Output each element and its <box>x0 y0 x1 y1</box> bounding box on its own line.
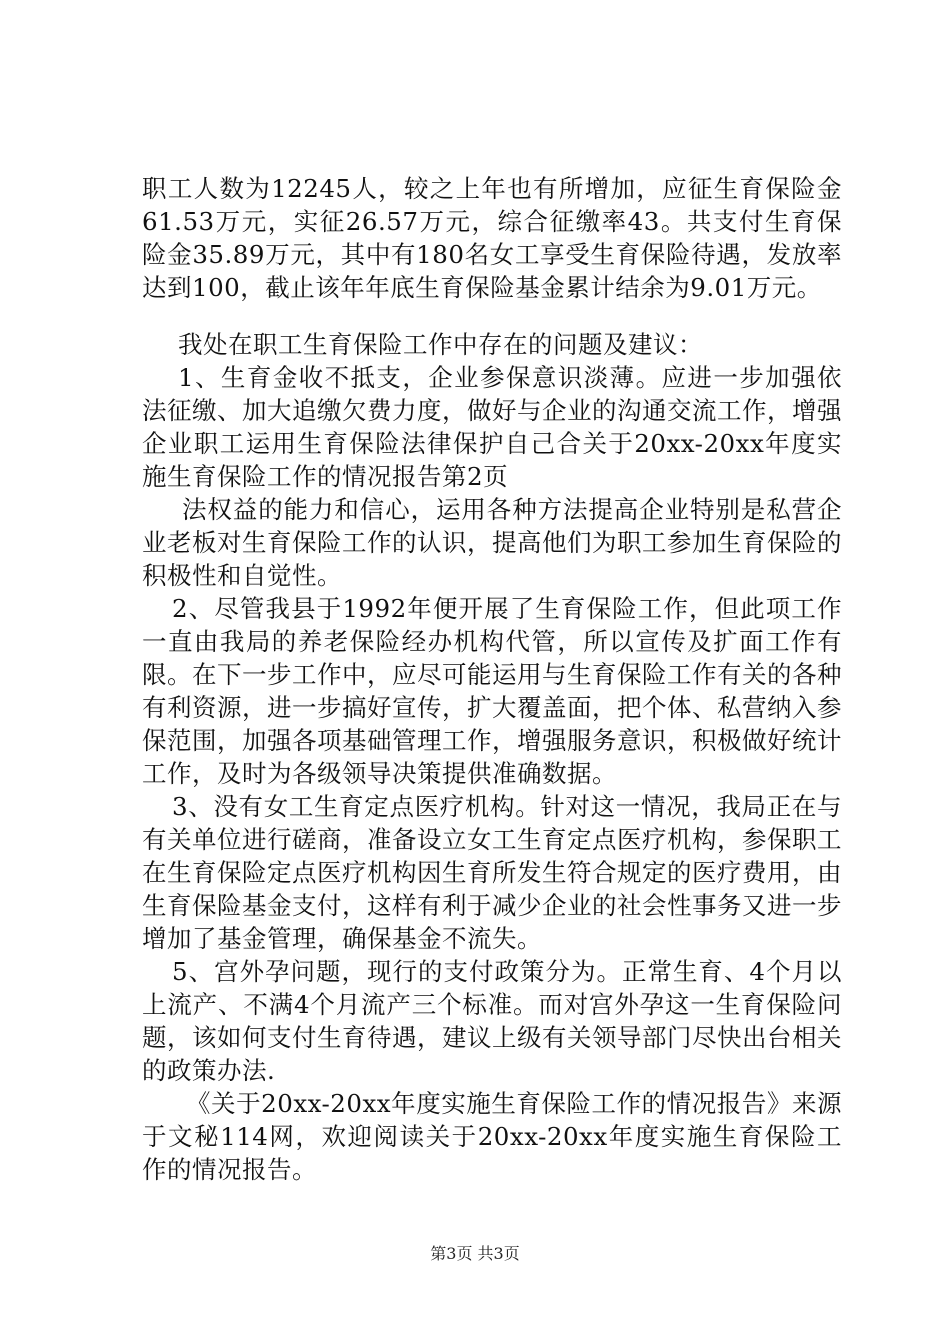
document-body <box>142 172 842 1186</box>
paragraph-item-1-continued: 法权益的能力和信心，运用各种方法提高企业特别是私营企业老板对生育保险工作的认识，提高他们为职工参加生育保险的积极性和自觉性。 <box>142 495 842 590</box>
paragraph-statistics: 职工人数为12245人，较之上年也有所增加，应征生育保险金61.53万元，实征26.57万元，综合征缴率43。共支付生育保险金35.89万元，其中有180名女工享受生育保险待遇，发放率达到100，截止该年年底生育保险基金累计结余为9.01万元。 <box>142 174 842 302</box>
paragraph-item-2: 2、尽管我县于1992年便开展了生育保险工作，但此项工作一直由我局的养老保险经办机构代管，所以宣传及扩面工作有限。在下一步工作中，应尽可能运用与生育保险工作有关的各种有利资源，进一步搞好宣传，扩大覆盖面，把个体、私营纳入参保范围，加强各项基础管理工作，增强服务意识，积极做好统计工作，及时为各级领导决策提供准确数据。 <box>142 594 842 788</box>
page-footer: 第3页 共3页 <box>430 1244 520 1263</box>
paragraph-source-note: 《关于20xx-20xx年度实施生育保险工作的情况报告》来源于文秘114网，欢迎阅读关于20xx-20xx年度实施生育保险工作的情况报告。 <box>142 1089 842 1184</box>
paragraph-item-1: 1、生育金收不抵支，企业参保意识淡薄。应进一步加强依法征缴、加大追缴欠费力度，做好与企业的沟通交流工作，增强企业职工运用生育保险法律保护自己合关于20xx-20xx年度实施生育保险工作的情况报告第2页 <box>142 363 842 491</box>
paragraph-item-3: 3、没有女工生育定点医疗机构。针对这一情况，我局正在与有关单位进行磋商，准备设立女工生育定点医疗机构，参保职工在生育保险定点医疗机构因生育所发生符合规定的医疗费用，由生育保险基金支付，这样有利于减少企业的社会性事务又进一步增加了基金管理，确保基金不流失。 <box>142 792 842 953</box>
paragraph-problems-heading: 我处在职工生育保险工作中存在的问题及建议： <box>178 330 703 359</box>
paragraph-item-5: 5、宫外孕问题，现行的支付政策分为。正常生育、4个月以上流产、不满4个月流产三个标准。而对宫外孕这一生育保险问题，该如何支付生育待遇，建议上级有关领导部门尽快出台相关的政策办法. <box>142 957 842 1085</box>
